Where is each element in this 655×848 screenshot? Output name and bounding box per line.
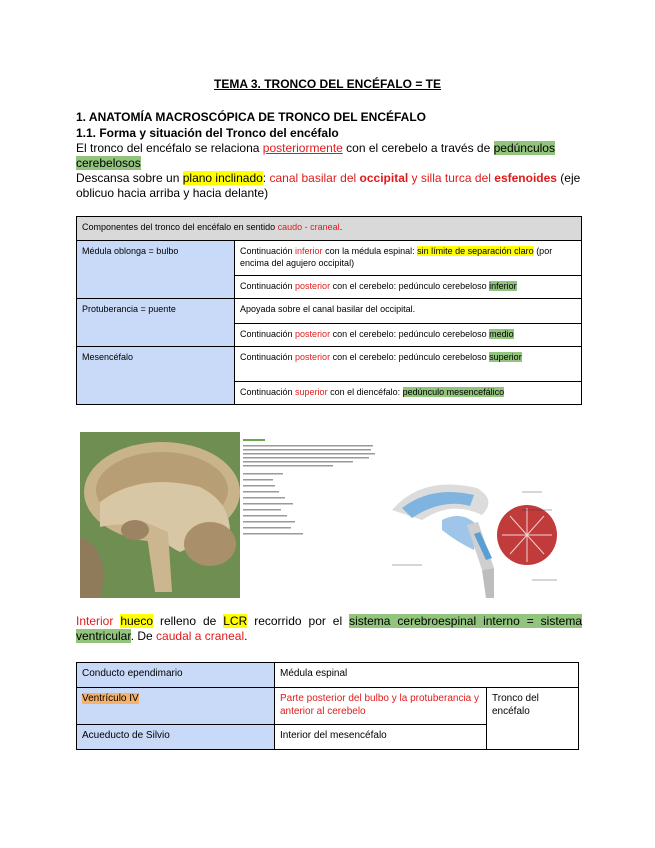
table-header [77, 217, 582, 241]
text: . [244, 629, 248, 643]
text: relleno de [153, 614, 224, 628]
cell-ventriculo [77, 688, 275, 725]
paragraph-location [76, 171, 582, 201]
brain-photo-graphic [80, 432, 240, 598]
row-label-mesencefalo: Mesencéfalo [77, 347, 235, 405]
text: . De [130, 629, 157, 643]
cell-conducto: Conducto ependimario [77, 663, 275, 688]
paragraph-interior [76, 614, 582, 644]
cell-mesencefalo-2 [235, 382, 582, 405]
cell-medula: Médula espinal [275, 663, 579, 688]
caption-lines [243, 437, 380, 537]
text: Descansa sobre un [76, 171, 183, 185]
text: El tronco del encéfalo se relaciona [76, 141, 263, 155]
cell-acueducto: Acueducto de Silvio [77, 725, 275, 750]
text: Continuación [240, 387, 296, 397]
row-label-puente: Protuberancia = puente [77, 299, 235, 347]
highlight: superior [489, 352, 522, 362]
cell-mesencefalo-1 [235, 347, 582, 382]
highlight-pedunculos: pedúnculos cerebelosos [76, 141, 555, 170]
page-title: TEMA 3. TRONCO DEL ENCÉFALO = TE [213, 77, 442, 91]
cell-mesencefalo-interior: Interior del mesencéfalo [275, 725, 487, 750]
brain-section-photo [80, 432, 240, 598]
text: inferior [295, 246, 323, 256]
row-label-bulbo: Médula oblonga = bulbo [77, 241, 235, 299]
subsection-heading: 1.1. Forma y situación del Tronco del encéfalo [76, 126, 339, 140]
figure-caption [243, 437, 380, 538]
text: Continuación [240, 281, 296, 291]
text-silla: y silla turca del [408, 171, 495, 185]
text: con el cerebelo: pedúnculo cerebeloso [330, 352, 490, 362]
text: con el cerebelo a través de [342, 141, 494, 155]
text-occipital: occipital [359, 171, 409, 185]
cell-puente-1: Apoyada sobre el canal basilar del occipital. [235, 299, 582, 324]
text: con el cerebelo: pedúnculo cerebeloso [330, 281, 490, 291]
paragraph-relation [76, 141, 582, 171]
highlight-ventriculo: Ventrículo IV [82, 693, 139, 704]
cell-parte-posterior: Parte posterior del bulbo y la protuberancia y anterior al cerebelo [275, 688, 487, 725]
highlight: inferior [489, 281, 517, 291]
text-caudo-craneal: caudo - craneal [277, 222, 340, 232]
highlight-hueco: hueco [120, 614, 154, 628]
highlight-sistema: sistema cerebroespinal interno = sistema ventricular [76, 614, 583, 643]
text: Componentes del tronco del encéfalo en sentido [82, 222, 278, 232]
cell-bulbo-1 [235, 241, 582, 276]
text: . [339, 222, 343, 232]
text: superior [295, 387, 328, 397]
text: posterior [295, 281, 331, 291]
text: Continuación [240, 352, 296, 362]
text: con la médula espinal: [322, 246, 418, 256]
cell-puente-2 [235, 324, 582, 347]
text: : [262, 171, 270, 185]
text: con el cerebelo: pedúnculo cerebeloso [330, 329, 490, 339]
highlight: sin límite de separación claro [417, 246, 534, 256]
text: con el diencéfalo: [327, 387, 403, 397]
text: (por encima del agujero occipital) [240, 246, 553, 268]
text: posterior [295, 352, 331, 362]
highlight: pedúnculo mesencefálico [402, 387, 505, 397]
text-posteriormente: posteriormente [262, 141, 343, 155]
text: recorrido por el [247, 614, 350, 628]
ventricle-graphic [382, 470, 582, 600]
ventricular-table [76, 662, 579, 750]
text: Continuación [240, 329, 296, 339]
highlight-plano: plano inclinado [182, 171, 263, 185]
text: (eje oblicuo hacia arriba y hacia delante) [76, 171, 581, 200]
cell-bulbo-2 [235, 276, 582, 299]
text: Continuación [240, 246, 296, 256]
section-heading: 1. ANATOMÍA MACROSCÓPICA DE TRONCO DEL ENCÉFALO [76, 110, 427, 124]
text-interior: Interior [76, 614, 114, 628]
highlight: medio [489, 329, 514, 339]
text: posterior [295, 329, 331, 339]
cell-tronco: Tronco del encéfalo [487, 688, 579, 750]
text-caudal: caudal a craneal [156, 629, 245, 643]
ventricular-system-diagram [382, 470, 582, 600]
components-table [76, 216, 582, 405]
highlight-lcr: LCR [223, 614, 248, 628]
text-canal: canal basilar del [269, 171, 360, 185]
text-esfenoides: esfenoides [494, 171, 557, 185]
